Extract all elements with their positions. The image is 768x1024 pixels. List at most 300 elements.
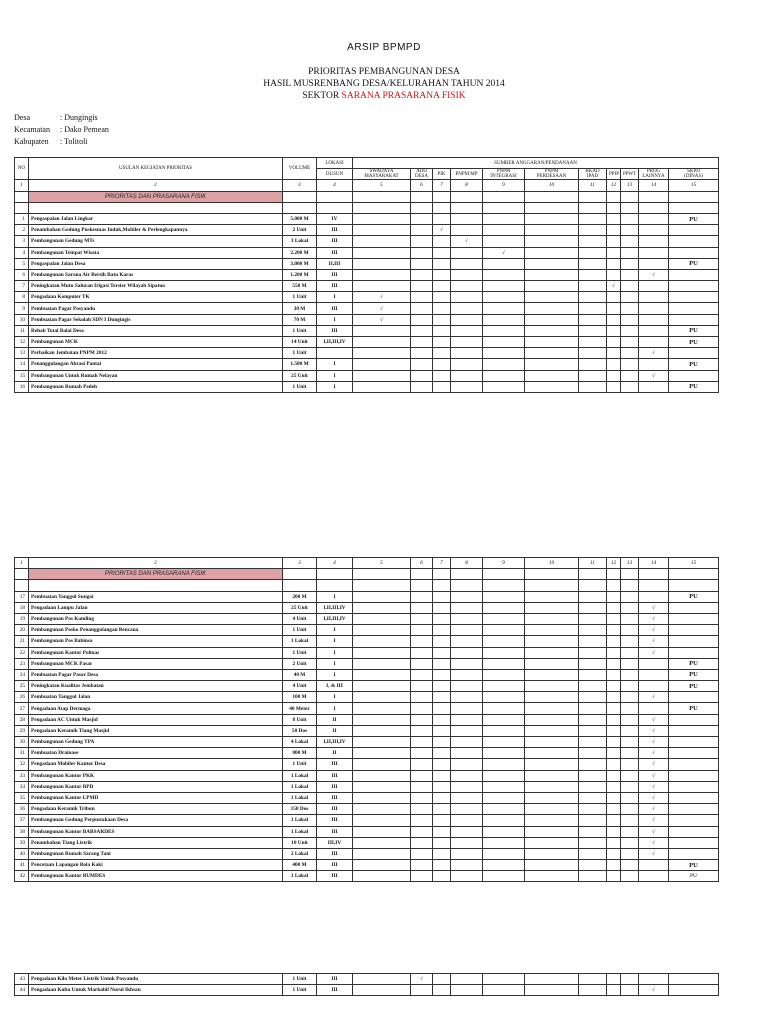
empty-cell: [579, 269, 607, 280]
empty-cell: [433, 292, 451, 303]
row-number: 35: [15, 792, 29, 803]
empty-cell: [579, 737, 607, 748]
empty-cell: [579, 837, 607, 848]
title-line-3: [0, 91, 768, 101]
empty-cell: [525, 748, 579, 759]
empty-cell: [433, 591, 451, 602]
row-location: I: [317, 658, 353, 669]
empty-cell: [607, 236, 621, 247]
row-skpd: [669, 314, 719, 325]
empty-cell: [579, 213, 607, 224]
empty-cell: [579, 636, 607, 647]
row-number: 20: [15, 625, 29, 636]
row-skpd: PU: [669, 681, 719, 692]
empty-cell: [621, 591, 639, 602]
blank-cell: [29, 202, 283, 213]
empty-cell: [411, 669, 433, 680]
empty-cell: [525, 725, 579, 736]
row-volume: 1 Unit: [283, 292, 317, 303]
empty-cell: [579, 613, 607, 624]
empty-cell: [621, 714, 639, 725]
empty-cell: [451, 669, 483, 680]
row-activity: Pencetaan Lapangan Bola Kaki: [29, 860, 283, 871]
empty-cell: [353, 236, 411, 247]
empty-cell: [525, 258, 579, 269]
check-mark: √: [483, 247, 525, 258]
row-number: 41: [15, 860, 29, 871]
empty-cell: [411, 337, 433, 348]
empty-cell: [525, 815, 579, 826]
row-number: 36: [15, 804, 29, 815]
empty-cell: [433, 737, 451, 748]
blank-row: [15, 580, 719, 591]
empty-cell: [607, 625, 621, 636]
table-row: [15, 292, 719, 303]
empty-cell: [525, 636, 579, 647]
empty-cell: [607, 792, 621, 803]
table-row: [15, 258, 719, 269]
row-volume: 1 Unit: [283, 985, 317, 996]
row-number: 9: [15, 303, 29, 314]
section-label: PRIORITAS DAN PRASARANA FISIK: [29, 191, 283, 202]
empty-cell: [525, 681, 579, 692]
empty-cell: [451, 985, 483, 996]
empty-cell: [607, 815, 621, 826]
empty-cell: [607, 370, 621, 381]
row-location: II: [317, 714, 353, 725]
row-skpd: [669, 281, 719, 292]
table-row: [15, 681, 719, 692]
row-activity: Perbaikan Jembatan PNPM 2012: [29, 348, 283, 359]
empty-cell: [621, 860, 639, 871]
section-cell-empty: [451, 569, 483, 580]
empty-cell: [451, 826, 483, 837]
empty-cell: [525, 703, 579, 714]
empty-cell: [621, 826, 639, 837]
column-number-row: [15, 180, 719, 191]
header-lokasi: LOKASI: [317, 158, 353, 169]
empty-cell: [621, 381, 639, 392]
empty-cell: [607, 314, 621, 325]
empty-cell: [433, 781, 451, 792]
empty-cell: [433, 974, 451, 985]
empty-cell: [579, 681, 607, 692]
row-number: 3: [15, 236, 29, 247]
row-volume: 800 M: [283, 748, 317, 759]
empty-cell: [451, 337, 483, 348]
section-cell-empty: [353, 569, 411, 580]
column-number: 14: [639, 558, 669, 569]
row-volume: 1 Lokal: [283, 636, 317, 647]
empty-cell: [433, 804, 451, 815]
column-number: 12: [607, 180, 621, 191]
check-mark: √: [639, 848, 669, 859]
blank-cell: [639, 202, 669, 213]
empty-cell: [621, 281, 639, 292]
empty-cell: [433, 247, 451, 258]
section-cell-empty: [607, 569, 621, 580]
empty-cell: [579, 860, 607, 871]
empty-cell: [411, 269, 433, 280]
empty-cell: [433, 837, 451, 848]
empty-cell: [525, 269, 579, 280]
column-number: 11: [579, 558, 607, 569]
empty-cell: [353, 213, 411, 224]
row-activity: Penanggulangan Abrasi Pantai: [29, 359, 283, 370]
empty-cell: [483, 703, 525, 714]
empty-cell: [607, 781, 621, 792]
empty-cell: [433, 748, 451, 759]
empty-cell: [639, 703, 669, 714]
check-mark: √: [639, 837, 669, 848]
row-skpd: [669, 826, 719, 837]
empty-cell: [525, 974, 579, 985]
empty-cell: [433, 381, 451, 392]
empty-cell: [639, 337, 669, 348]
empty-cell: [579, 281, 607, 292]
blank-cell: [283, 202, 317, 213]
empty-cell: [579, 759, 607, 770]
empty-cell: [621, 985, 639, 996]
row-volume: 5.000 M: [283, 213, 317, 224]
row-activity: Pembangunan Gedung Perpustakaan Desa: [29, 815, 283, 826]
check-mark: √: [639, 748, 669, 759]
empty-cell: [579, 225, 607, 236]
empty-cell: [483, 602, 525, 613]
empty-cell: [639, 236, 669, 247]
empty-cell: [433, 725, 451, 736]
row-activity: Pengadaan Keramik Tribun: [29, 804, 283, 815]
empty-cell: [483, 281, 525, 292]
empty-cell: [607, 725, 621, 736]
blank-cell: [607, 202, 621, 213]
empty-cell: [411, 647, 433, 658]
row-volume: 2.200 M: [283, 247, 317, 258]
empty-cell: [353, 985, 411, 996]
empty-cell: [433, 613, 451, 624]
row-number: 4: [15, 247, 29, 258]
check-mark: √: [411, 974, 433, 985]
column-number: 10: [525, 558, 579, 569]
table-row: [15, 348, 719, 359]
empty-cell: [483, 314, 525, 325]
empty-cell: [483, 985, 525, 996]
empty-cell: [483, 258, 525, 269]
row-volume: 1 Lokal: [283, 871, 317, 882]
empty-cell: [411, 737, 433, 748]
empty-cell: [579, 748, 607, 759]
empty-cell: [621, 258, 639, 269]
row-location: I,II,III,IV: [317, 737, 353, 748]
blank-row: [15, 202, 719, 213]
empty-cell: [451, 974, 483, 985]
empty-cell: [621, 770, 639, 781]
check-mark: √: [607, 281, 621, 292]
empty-cell: [483, 236, 525, 247]
empty-cell: [451, 636, 483, 647]
empty-cell: [353, 613, 411, 624]
row-number: 11: [15, 325, 29, 336]
empty-cell: [451, 848, 483, 859]
empty-cell: [621, 613, 639, 624]
row-skpd: PU: [669, 213, 719, 224]
kabupaten-value: : Tolitoli: [60, 137, 88, 146]
empty-cell: [621, 658, 639, 669]
empty-cell: [621, 225, 639, 236]
table-row: [15, 985, 719, 996]
empty-cell: [607, 770, 621, 781]
empty-cell: [607, 848, 621, 859]
empty-cell: [433, 692, 451, 703]
empty-cell: [353, 725, 411, 736]
row-skpd: [669, 815, 719, 826]
blank-cell: [451, 202, 483, 213]
empty-cell: [621, 269, 639, 280]
table-row: [15, 213, 719, 224]
row-skpd: [669, 848, 719, 859]
check-mark: √: [639, 269, 669, 280]
column-number: 13: [621, 558, 639, 569]
row-location: I,II,III,IV: [317, 337, 353, 348]
empty-cell: [607, 381, 621, 392]
row-number: 18: [15, 602, 29, 613]
header-pik: PIK: [433, 169, 451, 180]
table-row: [15, 314, 719, 325]
header-skpd: SKPD (DINAS): [669, 169, 719, 180]
empty-cell: [411, 225, 433, 236]
empty-cell: [621, 792, 639, 803]
row-activity: Pengadaan Atap Dermaga: [29, 703, 283, 714]
empty-cell: [411, 258, 433, 269]
row-location: III: [317, 770, 353, 781]
section-cell-empty: [639, 191, 669, 202]
empty-cell: [579, 714, 607, 725]
empty-cell: [607, 759, 621, 770]
row-volume: 4 Unit: [283, 613, 317, 624]
row-skpd: [669, 647, 719, 658]
empty-cell: [579, 871, 607, 882]
row-number: 42: [15, 871, 29, 882]
empty-cell: [607, 703, 621, 714]
blank-cell: [353, 580, 411, 591]
empty-cell: [483, 381, 525, 392]
empty-cell: [451, 359, 483, 370]
empty-cell: [579, 792, 607, 803]
blank-cell: [483, 202, 525, 213]
check-mark: √: [639, 647, 669, 658]
column-number: 1: [15, 558, 29, 569]
column-number: 9: [483, 558, 525, 569]
table-row: [15, 860, 719, 871]
row-volume: 1 Unit: [283, 647, 317, 658]
row-skpd: [669, 625, 719, 636]
empty-cell: [607, 292, 621, 303]
empty-cell: [411, 247, 433, 258]
column-number: 3: [283, 180, 317, 191]
empty-cell: [607, 337, 621, 348]
row-volume: 25 Unit: [283, 602, 317, 613]
empty-cell: [411, 703, 433, 714]
empty-cell: [639, 325, 669, 336]
empty-cell: [607, 737, 621, 748]
empty-cell: [411, 725, 433, 736]
empty-cell: [353, 714, 411, 725]
kabupaten-label: Kabupaten: [14, 137, 49, 146]
blank-cell: [621, 202, 639, 213]
empty-cell: [353, 815, 411, 826]
check-mark: √: [353, 292, 411, 303]
header-usulan: USULAN KEGIATAN PRIORITAS: [29, 158, 283, 180]
empty-cell: [411, 860, 433, 871]
empty-cell: [621, 247, 639, 258]
row-skpd: [669, 737, 719, 748]
empty-cell: [433, 681, 451, 692]
row-activity: Pembangunan Kantor PKK: [29, 770, 283, 781]
row-number: 33: [15, 770, 29, 781]
empty-cell: [579, 236, 607, 247]
priority-table-1: [14, 157, 719, 393]
empty-cell: [621, 804, 639, 815]
row-location: I,II,III,IV: [317, 602, 353, 613]
column-number: 2: [29, 558, 283, 569]
row-volume: 1 Lokal: [283, 781, 317, 792]
empty-cell: [579, 303, 607, 314]
empty-cell: [607, 658, 621, 669]
row-skpd: [669, 725, 719, 736]
blank-cell: [451, 580, 483, 591]
empty-cell: [579, 647, 607, 658]
header-pnpm-mp: PNPM MP: [451, 169, 483, 180]
empty-cell: [483, 658, 525, 669]
empty-cell: [579, 725, 607, 736]
empty-cell: [525, 625, 579, 636]
empty-cell: [483, 359, 525, 370]
empty-cell: [451, 781, 483, 792]
row-number: 7: [15, 281, 29, 292]
table-row: [15, 871, 719, 882]
row-number: 14: [15, 359, 29, 370]
table-row: [15, 815, 719, 826]
empty-cell: [483, 815, 525, 826]
row-skpd: [669, 613, 719, 624]
row-location: II: [317, 748, 353, 759]
table-row: [15, 826, 719, 837]
empty-cell: [639, 225, 669, 236]
column-number: 13: [621, 180, 639, 191]
empty-cell: [621, 314, 639, 325]
table-row: [15, 381, 719, 392]
empty-cell: [525, 281, 579, 292]
empty-cell: [411, 692, 433, 703]
empty-cell: [411, 213, 433, 224]
empty-cell: [411, 826, 433, 837]
empty-cell: [483, 681, 525, 692]
empty-cell: [607, 681, 621, 692]
empty-cell: [579, 815, 607, 826]
empty-cell: [639, 292, 669, 303]
empty-cell: [483, 325, 525, 336]
empty-cell: [579, 770, 607, 781]
row-activity: Pengaspalan Jalan Lingkar: [29, 213, 283, 224]
empty-cell: [579, 381, 607, 392]
empty-cell: [607, 647, 621, 658]
empty-cell: [639, 669, 669, 680]
table-row: [15, 804, 719, 815]
row-number: 22: [15, 647, 29, 658]
row-activity: Pembangunan Gedung TPA: [29, 737, 283, 748]
row-activity: Pembuatan Tanggul Sungai: [29, 591, 283, 602]
empty-cell: [411, 848, 433, 859]
row-skpd: [669, 636, 719, 647]
row-volume: 1 Unit: [283, 974, 317, 985]
check-mark: √: [639, 792, 669, 803]
table-row: [15, 770, 719, 781]
empty-cell: [353, 602, 411, 613]
blank-cell: [639, 580, 669, 591]
empty-cell: [525, 602, 579, 613]
empty-cell: [579, 602, 607, 613]
empty-cell: [621, 759, 639, 770]
row-volume: 3 Lokal: [283, 236, 317, 247]
header-volume: VOLUME: [283, 158, 317, 180]
empty-cell: [451, 247, 483, 258]
column-number: 7: [433, 180, 451, 191]
empty-cell: [451, 613, 483, 624]
empty-cell: [353, 247, 411, 258]
empty-cell: [621, 348, 639, 359]
row-location: III: [317, 247, 353, 258]
empty-cell: [451, 292, 483, 303]
empty-cell: [607, 669, 621, 680]
empty-cell: [525, 792, 579, 803]
empty-cell: [639, 591, 669, 602]
empty-cell: [607, 974, 621, 985]
empty-cell: [353, 860, 411, 871]
empty-cell: [607, 348, 621, 359]
empty-cell: [483, 348, 525, 359]
row-number: 16: [15, 381, 29, 392]
check-mark: √: [639, 985, 669, 996]
empty-cell: [451, 748, 483, 759]
empty-cell: [353, 974, 411, 985]
empty-cell: [451, 815, 483, 826]
section-cell-empty: [639, 569, 669, 580]
table-row: [15, 759, 719, 770]
blank-cell: [29, 580, 283, 591]
empty-cell: [411, 804, 433, 815]
empty-cell: [353, 692, 411, 703]
empty-cell: [411, 792, 433, 803]
empty-cell: [579, 314, 607, 325]
row-volume: 150 Dos: [283, 804, 317, 815]
section-row: [15, 569, 719, 580]
section-cell-empty: [317, 191, 353, 202]
table-row: [15, 325, 719, 336]
empty-cell: [525, 658, 579, 669]
empty-cell: [525, 837, 579, 848]
empty-cell: [483, 792, 525, 803]
row-number: 31: [15, 748, 29, 759]
row-volume: 50 Dos: [283, 725, 317, 736]
empty-cell: [579, 591, 607, 602]
empty-cell: [483, 974, 525, 985]
empty-cell: [451, 348, 483, 359]
empty-cell: [483, 225, 525, 236]
row-skpd: [669, 247, 719, 258]
row-activity: Rehab Total Balai Desa: [29, 325, 283, 336]
row-number: 6: [15, 269, 29, 280]
empty-cell: [621, 292, 639, 303]
